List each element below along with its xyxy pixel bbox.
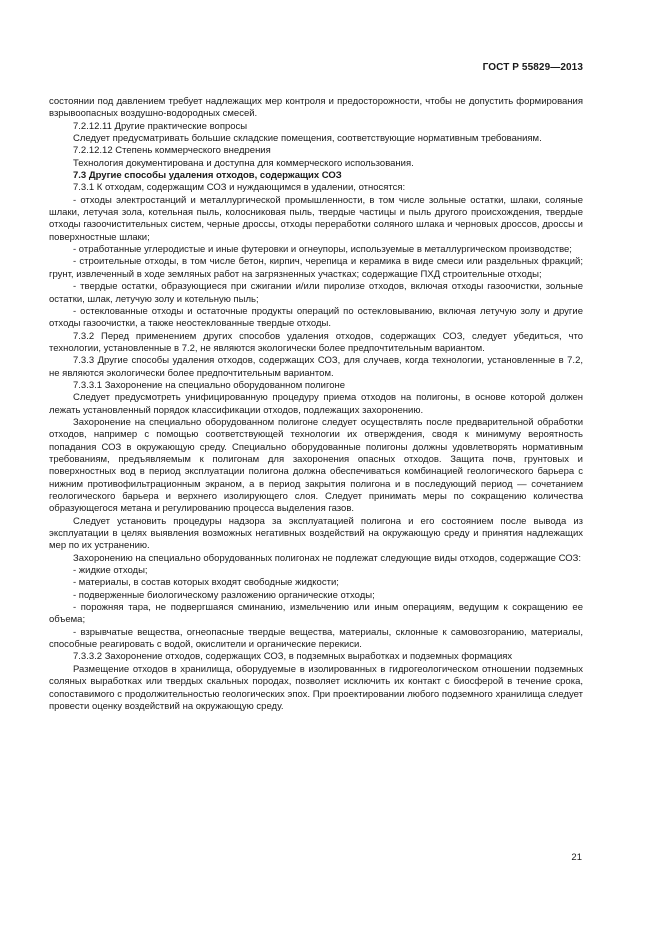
paragraph: Захоронение на специально оборудованном полигоне следует осуществлять после предварительной обработки отходов, например с помощью соответствующей технологии их отверждения, сводя к минимуму вероятность попадания СОЗ в окружающую среду. Специально оборудованные полигоны должны удовлетворять нормативным требованиям, предъявляемым к полигонам для захоронения опасных отходов. Защита почв, грунтовых и поверхностных вод в период эксплуатации полигона должна обеспечиваться комбинацией геологического барьера с нижним противофильтрационным экраном, а в период закрытия полигона и в последующий период — сочетанием геологического барьера и верхнего изолирующего слоя. Следует принимать меры по сокращению количества образующегося метана и регулированию процесса выделения газов. (49, 416, 583, 515)
paragraph: - твердые остатки, образующиеся при сжигании и/или пиролизе отходов, включая отходы газоочистки, зольные остатки, шлак, летучую золу и котельную пыль; (49, 281, 583, 305)
paragraph: Захоронению на специально оборудованных полигонах не подлежат следующие виды отходов, содержащие СОЗ: (73, 552, 582, 564)
paragraph: - отработанные углеродистые и иные футеровки и огнеупоры, используемые в металлургическом производстве; (73, 244, 572, 256)
paragraph: 7.2.12.11 Другие практические вопросы (73, 120, 248, 132)
paragraph: - порожняя тара, не подвергшаяся сминанию, измельчению или иным операциям, ведущим к сокращению ее объема; (49, 602, 583, 626)
paragraph: Технология документирована и доступна для коммерческого использования. (73, 157, 414, 169)
paragraph: 7.3.3.1 Захоронение на специально оборудованном полигоне (73, 379, 346, 391)
paragraph: Размещение отходов в хранилища, оборудуемые в изолированных в гидрогеологическом отношении подземных соляных выработках или твердых скальных породах, позволяет исключить их контакт с биосферой в течение срока, сопоставимого с продолжительностью геологических эпох. При проектировании любого подземного хранилища следует провести оценку воздействий на окружающую среду. (49, 663, 583, 712)
paragraph: - жидкие отходы; (73, 565, 148, 577)
paragraph: 7.3.2 Перед применением других способов удаления отходов, содержащих СОЗ, следует убедиться, что технологии, установленные в 7.2, не являются экологически более предпочтительным вариантом. (49, 330, 583, 354)
paragraph: - строительные отходы, в том числе бетон, кирпич, черепица и керамика в виде смеси или раздельных фракций; грунт, извлеченный в ходе земляных работ на загрязненных участках; содержащие ПХД строительные отходы; (49, 256, 583, 280)
paragraph: 7.2.12.12 Степень коммерческого внедрения (73, 145, 271, 157)
document-body (49, 96, 583, 713)
paragraph: - отходы электростанций и металлургической промышленности, в том числе зольные остатки, шлаки, соляные шлаки, летучая зола, котельная пыль, колосниковая пыль, твердые частицы и пыль другого происхождения, твердые отходы газоочистительных систем, черные дроссы, отходы переработки соляного шлака и черновых дроссов, дроссы и поверхностные шлаки; (49, 194, 583, 243)
paragraph: 7.3.3 Другие способы удаления отходов, содержащих СОЗ, для случаев, когда технологии, установленные в 7.2, не являются экологически более предпочтительным вариантом. (49, 355, 583, 379)
paragraph: Следует предусматривать большие складские помещения, соответствующие нормативным требованиям. (73, 133, 542, 145)
paragraph: состоянии под давлением требует надлежащих мер контроля и предосторожности, чтобы не допустить формирования взрывоопасных воздушно-водородных смесей. (49, 96, 583, 120)
paragraph: Следует предусмотреть унифицированную процедуру приема отходов на полигоны, в основе которой должен лежать установленный порядок классификации отходов, подлежащих захоронению. (49, 392, 583, 416)
page-number: 21 (571, 852, 582, 863)
paragraph: - материалы, в состав которых входят свободные жидкости; (73, 577, 339, 589)
section-heading: 7.3 Другие способы удаления отходов, содержащих СОЗ (73, 170, 342, 182)
paragraph: 7.3.1 К отходам, содержащим СОЗ и нуждающимся в удалении, относятся: (73, 182, 406, 194)
paragraph: - подверженные биологическому разложению органические отходы; (73, 589, 375, 601)
paragraph: - взрывчатые вещества, огнеопасные твердые вещества, материалы, склонные к самовозгоранию, материалы, способные реагировать с водой, окислители и органические перекиси. (49, 626, 583, 651)
paragraph: 7.3.3.2 Захоронение отходов, содержащих СОЗ, в подземных выработках и подземных формациях (73, 651, 513, 663)
standard-code-header: ГОСТ Р 55829—2013 (482, 62, 583, 73)
paragraph: - остеклованные отходы и остаточные продукты операций по остекловыванию, включая летучую золу и другие отходы газоочистки, а также неостеклованные твердые отходы. (49, 305, 583, 330)
paragraph: Следует установить процедуры надзора за эксплуатацией полигона и его состоянием после вывода из эксплуатации в целях выявления возможных негативных воздействий на окружающую среду и принятия надлежащих мер по их устранению. (49, 515, 583, 552)
